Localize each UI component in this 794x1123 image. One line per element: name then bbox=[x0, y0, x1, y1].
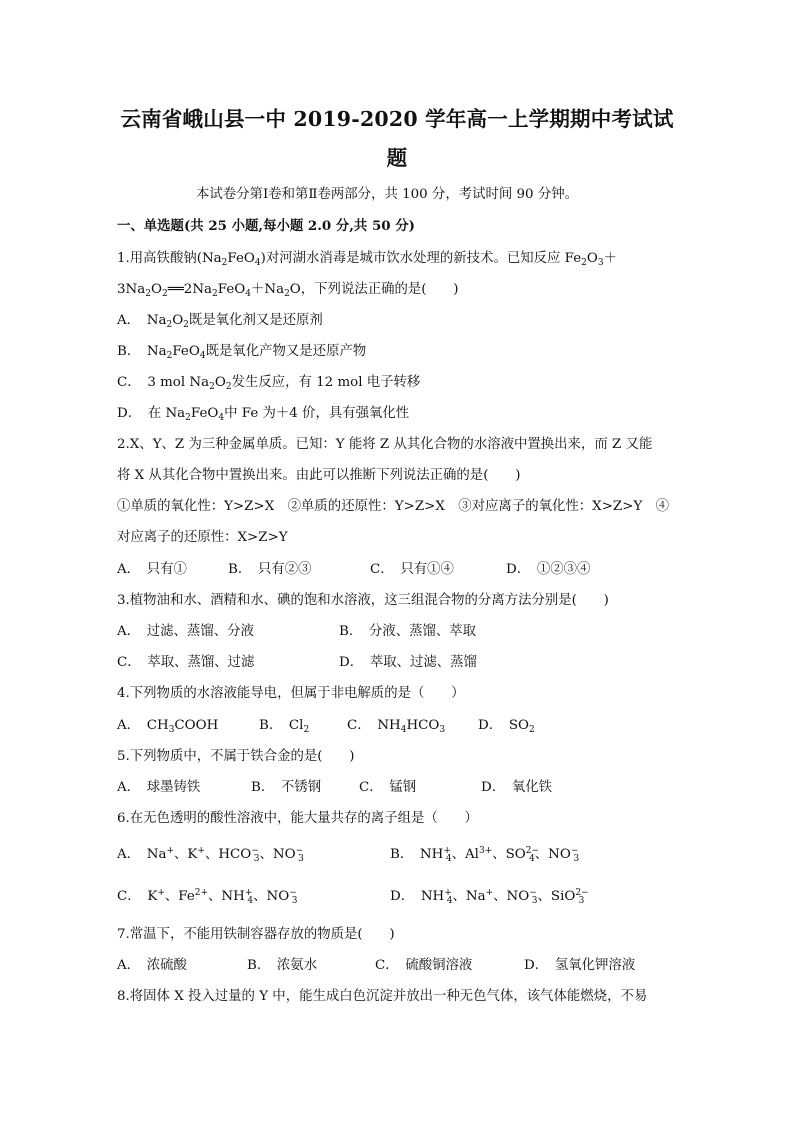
question-6-options-row2 bbox=[117, 888, 589, 906]
question-1-stem: 1.用高铁酸钠$(Na_2FeO_4)$对河湖水消毒是城市饮水处理的新技术。已知反应 $Fe_2O_3+$ bbox=[117, 251, 617, 268]
question-5-option-b: B． 不锈钢 bbox=[251, 780, 322, 795]
question-7-stem: 7.常温下，不能用铁制容器存放的物质是( ) bbox=[117, 927, 395, 942]
question-1-option-a: A． $Na_2O_2$既是氧化剂又是还原剂 bbox=[117, 313, 323, 330]
question-6-options-row1 bbox=[117, 846, 579, 864]
question-6-stem: 6.在无色透明的酸性溶液中，能大量共存的离子组是（ ） bbox=[117, 811, 478, 826]
question-6-option-b: B． $NH^+_4$、$Al^{3+}$、$SO^{2-}_4$、$NO^-_3$ bbox=[390, 846, 580, 864]
question-1-option-d: D． 在 $Na_2FeO_4$中 Fe 为＋4 价，具有强氧化性 bbox=[117, 406, 410, 423]
question-4-options bbox=[117, 717, 535, 735]
question-1-option-b: B． $Na_2FeO_4$既是氧化产物又是还原产物 bbox=[117, 344, 367, 361]
question-4-option-b: B． $Cl_2$ bbox=[259, 718, 310, 735]
question-7-option-b: B． 浓氨水 bbox=[247, 958, 318, 973]
exam-intro: 本试卷分第Ⅰ卷和第Ⅱ卷两部分，共 100 分，考试时间 90 分钟。 bbox=[196, 187, 578, 202]
exam-title-line1: 云南省峨山县一中 2019-2020 学年高一上学期期中考试试 bbox=[120, 107, 674, 131]
question-2-option-c: C． 只有①④ bbox=[370, 562, 454, 577]
question-2-option-d: D． ①②③④ bbox=[506, 562, 591, 577]
question-2-stem-line2: 将 X 从其化合物中置换出来。由此可以推断下列说法正确的是( ) bbox=[117, 468, 521, 483]
question-5-option-d: D． 氧化铁 bbox=[481, 780, 552, 795]
question-3-options-row1 bbox=[117, 623, 476, 641]
question-3-option-a: A． 过滤、蒸馏、分液 bbox=[117, 624, 254, 639]
question-5-options bbox=[117, 779, 552, 797]
question-3-option-b: B． 分液、蒸馏、萃取 bbox=[339, 624, 477, 639]
question-5-option-a: A． 球墨铸铁 bbox=[117, 780, 201, 795]
question-7-options bbox=[117, 957, 635, 975]
question-4-option-c: C． $NH_4HCO_3$ bbox=[347, 718, 446, 735]
question-4-option-a: A． $CH_3COOH$ bbox=[117, 718, 219, 735]
question-6-option-d: D． $NH^+_4$、Na+、$NO^-_3$、SiO$^{2-}_3$ bbox=[390, 888, 589, 906]
question-2-option-a: A． 只有① bbox=[117, 562, 187, 577]
question-2-statements-line2: 对应离子的还原性：X>Z>Y bbox=[117, 530, 288, 545]
question-3-stem: 3.植物油和水、酒精和水、碘的饱和水溶液，这三组混合物的分离方法分别是( ) bbox=[117, 593, 609, 608]
question-3-option-c: C． 萃取、蒸馏、过滤 bbox=[117, 655, 255, 670]
question-7-option-c: C． 硫酸铜溶液 bbox=[375, 958, 473, 973]
question-5-option-c: C． 锰钢 bbox=[359, 780, 417, 795]
question-6-option-a: A． Na+、K+、$HCO^-_3$、$NO^-_3$ bbox=[117, 846, 304, 864]
question-2-statements-line1: ①单质的氧化性：Y>Z>X ②单质的还原性：Y>Z>X ③对应离子的氧化性：X>Z>Y ④ bbox=[117, 499, 670, 514]
exam-title-line2: 题 bbox=[386, 146, 408, 170]
question-2-stem-line1: 2.X、Y、Z 为三种金属单质。已知：Y 能将 Z 从其化合物的水溶液中置换出来，而 Z 又能 bbox=[117, 437, 653, 452]
question-1-option-c: C． 3 mol $Na_2O_2$发生反应，有 12 mol 电子转移 bbox=[117, 375, 421, 392]
question-7-option-a: A． 浓硫酸 bbox=[117, 958, 187, 973]
question-4-stem: 4.下列物质的水溶液能导电，但属于非电解质的是（ ） bbox=[117, 686, 465, 701]
section-heading: 一、单选题(共 25 小题,每小题 2.0 分,共 50 分) bbox=[117, 218, 415, 234]
question-3-option-d: D． 萃取、过滤、蒸馏 bbox=[339, 655, 477, 670]
question-1-equation: $3Na_2O_2══2Na_2FeO_4+Na_2O$，下列说法正确的是( ) bbox=[117, 282, 459, 299]
question-5-stem: 5.下列物质中，不属于铁合金的是( ) bbox=[117, 749, 355, 764]
question-4-option-d: D． $SO_2$ bbox=[478, 718, 535, 735]
question-3-options-row2 bbox=[117, 654, 477, 672]
question-2-option-b: B． 只有②③ bbox=[228, 562, 312, 577]
question-8-stem: 8.将固体 X 投入过量的 Y 中，能生成白色沉淀并放出一种无色气体，该气体能燃烧，不易 bbox=[117, 989, 648, 1004]
question-7-option-d: D． 氢氧化钾溶液 bbox=[524, 958, 636, 973]
question-6-option-c: C． K+、$Fe^{2+}$、$NH^+_4$、$NO^-_3$ bbox=[117, 888, 298, 906]
question-2-options bbox=[117, 561, 590, 579]
